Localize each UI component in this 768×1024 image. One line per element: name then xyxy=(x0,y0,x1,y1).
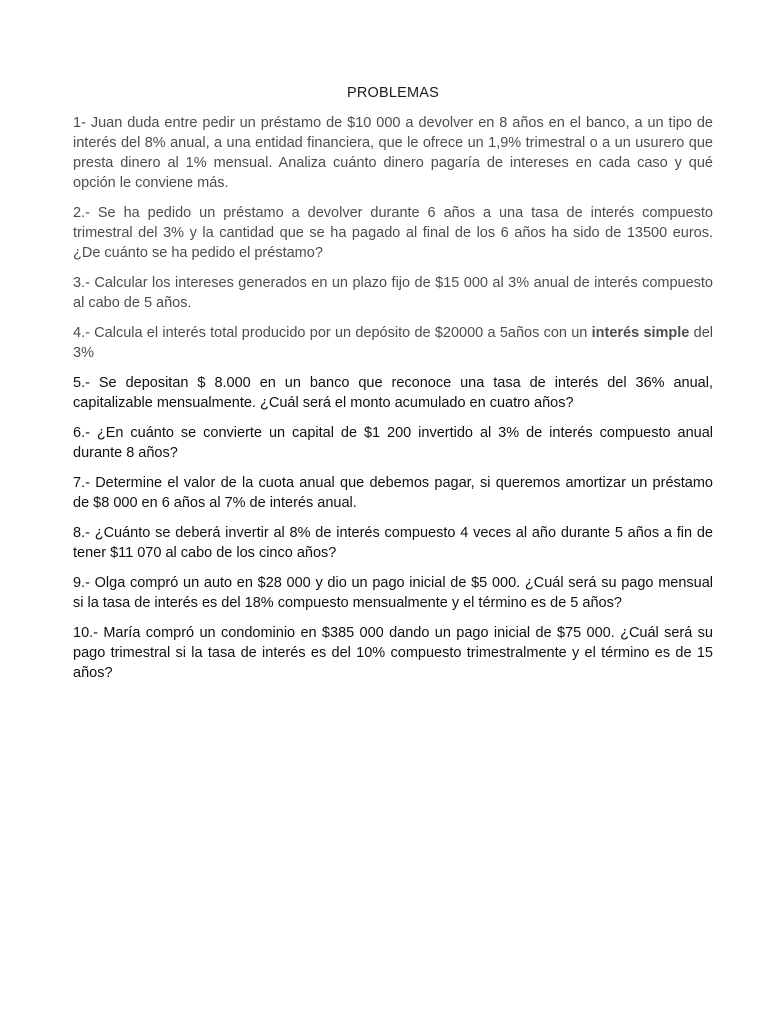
problem-7: 7.- Determine el valor de la cuota anual que debemos pagar, si queremos amortizar un préstamo de $8 000 en 6 años al 7% de interés anual. xyxy=(73,475,713,511)
problem-4-text-end: del 3% xyxy=(73,325,713,361)
problem-8: 8.- ¿Cuánto se deberá invertir al 8% de interés compuesto 4 veces al año durante 5 años a fin de tener $11 070 al cabo de los cinco años? xyxy=(73,525,713,561)
problem-9: 9.- Olga compró un auto en $28 000 y dio un pago inicial de $5 000. ¿Cuál será su pago mensual si la tasa de interés es del 18% compuesto mensualmente y el término es de 5 años? xyxy=(73,575,713,611)
problem-4-emphasis: interés simple xyxy=(591,325,690,341)
problem-4-text-start: 4.- Calcula el interés total producido por un depósito de $20000 a 5años con un xyxy=(73,325,592,341)
document-title: PROBLEMAS xyxy=(346,85,440,101)
document-page xyxy=(73,84,713,693)
problem-6: 6.- ¿En cuánto se convierte un capital de $1 200 invertido al 3% de interés compuesto anual durante 8 años? xyxy=(73,425,713,461)
problem-2: 2.- Se ha pedido un préstamo a devolver durante 6 años a una tasa de interés compuesto trimestral del 3% y la cantidad que se ha pagado al final de los 6 años ha sido de 13500 euros. ¿De cuánto se ha pedido el préstamo? xyxy=(73,205,713,261)
problem-1: 1- Juan duda entre pedir un préstamo de $10 000 a devolver en 8 años en el banco, a un tipo de interés del 8% anual, a una entidad financiera, que le ofrece un 1,9% trimestral o a un usurero que presta dinero al 1% mensual. Analiza cuánto dinero pagaría de intereses en cada caso y qué opción le conviene más. xyxy=(73,115,713,191)
problem-10: 10.- María compró un condominio en $385 000 dando un pago inicial de $75 000. ¿Cuál será su pago trimestral si la tasa de interés es del 10% compuesto trimestralmente y el término es de 15 años? xyxy=(73,625,713,681)
problem-3: 3.- Calcular los intereses generados en un plazo fijo de $15 000 al 3% anual de interés compuesto al cabo de 5 años. xyxy=(73,275,713,311)
problem-4 xyxy=(73,323,713,363)
problem-5: 5.- Se depositan $ 8.000 en un banco que reconoce una tasa de interés del 36% anual, capitalizable mensualmente. ¿Cuál será el monto acumulado en cuatro años? xyxy=(73,375,713,411)
